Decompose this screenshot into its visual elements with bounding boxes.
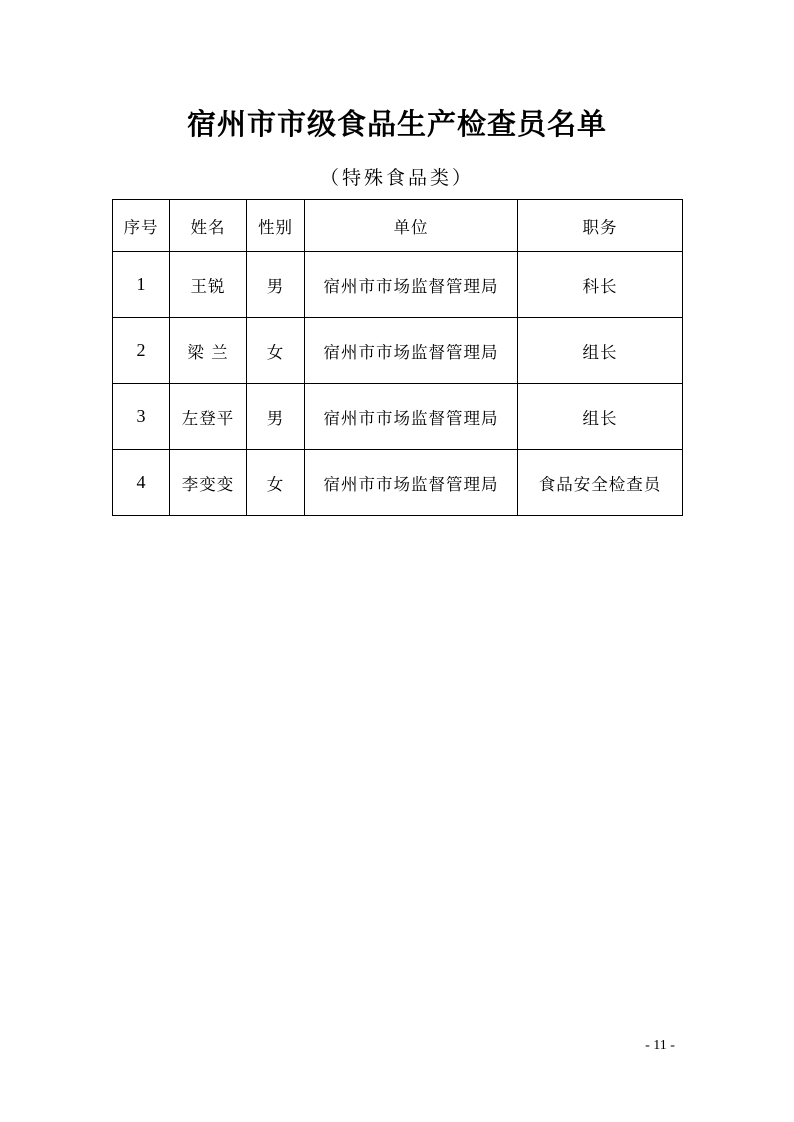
cell-position: 科长 — [518, 252, 683, 318]
cell-unit: 宿州市市场监督管理局 — [305, 318, 518, 384]
cell-index: 2 — [113, 318, 170, 384]
table-body — [113, 252, 683, 516]
cell-unit: 宿州市市场监督管理局 — [305, 384, 518, 450]
cell-gender: 女 — [247, 318, 305, 384]
cell-index: 1 — [113, 252, 170, 318]
table-row — [113, 384, 683, 450]
cell-gender: 男 — [247, 384, 305, 450]
document-subtitle: （特殊食品类） — [319, 167, 474, 189]
cell-gender: 女 — [247, 450, 305, 516]
page-number: - 11 - — [645, 1038, 675, 1053]
cell-unit: 宿州市市场监督管理局 — [305, 252, 518, 318]
header-index: 序号 — [113, 200, 170, 252]
table-header — [113, 200, 683, 252]
cell-name: 李变变 — [170, 450, 247, 516]
table-row — [113, 318, 683, 384]
header-name: 姓名 — [170, 200, 247, 252]
header-position: 职务 — [518, 200, 683, 252]
cell-position: 组长 — [518, 384, 683, 450]
cell-name: 梁 兰 — [170, 318, 247, 384]
document-title: 宿州市市级食品生产检查员名单 — [186, 107, 607, 141]
cell-position: 食品安全检查员 — [518, 450, 683, 516]
cell-index: 4 — [113, 450, 170, 516]
cell-unit: 宿州市市场监督管理局 — [305, 450, 518, 516]
table-row — [113, 450, 683, 516]
inspector-table — [112, 199, 683, 516]
header-gender: 性别 — [247, 200, 305, 252]
cell-position: 组长 — [518, 318, 683, 384]
table-header-row — [113, 200, 683, 252]
header-unit: 单位 — [305, 200, 518, 252]
cell-name: 王锐 — [170, 252, 247, 318]
cell-index: 3 — [113, 384, 170, 450]
cell-name: 左登平 — [170, 384, 247, 450]
table-row — [113, 252, 683, 318]
cell-gender: 男 — [247, 252, 305, 318]
